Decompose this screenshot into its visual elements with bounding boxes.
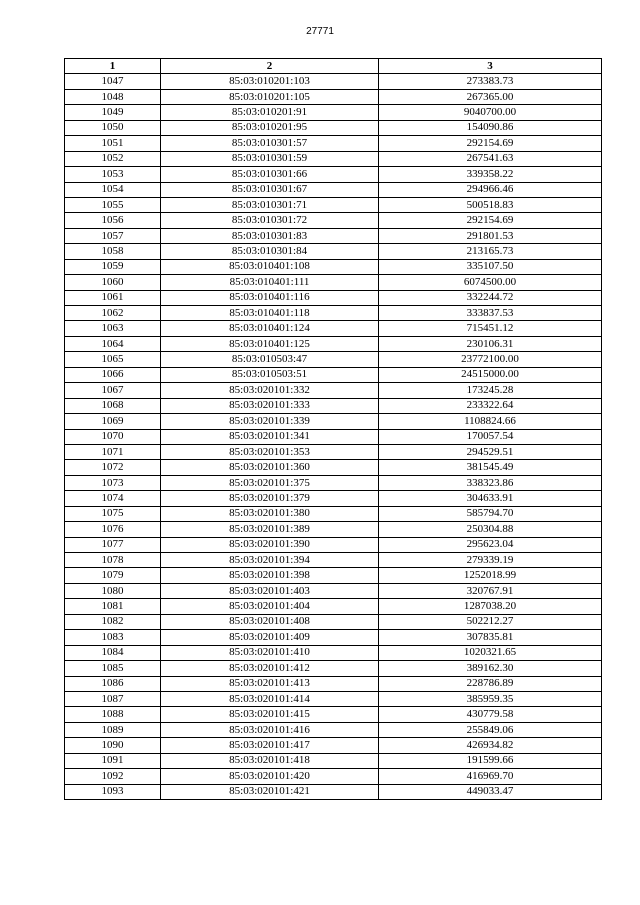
value-cell: 1287038.20 — [379, 599, 602, 614]
row-number-cell: 1084 — [65, 645, 161, 660]
table-row — [65, 614, 602, 629]
cadastral-number-cell: 85:03:020101:380 — [161, 506, 379, 521]
cadastral-number-cell: 85:03:010201:105 — [161, 89, 379, 104]
row-number-cell: 1079 — [65, 568, 161, 583]
row-number-cell: 1068 — [65, 398, 161, 413]
cadastral-number-cell: 85:03:010301:57 — [161, 136, 379, 151]
cadastral-number-cell: 85:03:020101:339 — [161, 414, 379, 429]
row-number-cell: 1074 — [65, 491, 161, 506]
value-cell: 230106.31 — [379, 336, 602, 351]
table-header-row — [65, 59, 602, 74]
table-row — [65, 599, 602, 614]
value-cell: 24515000.00 — [379, 367, 602, 382]
row-number-cell: 1075 — [65, 506, 161, 521]
row-number-cell: 1056 — [65, 213, 161, 228]
value-cell: 294966.46 — [379, 182, 602, 197]
value-cell: 279339.19 — [379, 553, 602, 568]
cadastral-number-cell: 85:03:020101:403 — [161, 583, 379, 598]
cadastral-number-cell: 85:03:010401:111 — [161, 275, 379, 290]
cadastral-number-cell: 85:03:020101:333 — [161, 398, 379, 413]
row-number-cell: 1081 — [65, 599, 161, 614]
table-row — [65, 722, 602, 737]
table-row — [65, 522, 602, 537]
row-number-cell: 1054 — [65, 182, 161, 197]
table-row — [65, 537, 602, 552]
cadastral-number-cell: 85:03:020101:389 — [161, 522, 379, 537]
value-cell: 333837.53 — [379, 306, 602, 321]
table-row — [65, 491, 602, 506]
cadastral-number-cell: 85:03:020101:420 — [161, 769, 379, 784]
row-number-cell: 1066 — [65, 367, 161, 382]
table-row — [65, 753, 602, 768]
table-row — [65, 321, 602, 336]
value-cell: 332244.72 — [379, 290, 602, 305]
value-cell: 426934.82 — [379, 738, 602, 753]
table-row — [65, 74, 602, 89]
row-number-cell: 1061 — [65, 290, 161, 305]
cadastral-value-table — [64, 58, 602, 800]
row-number-cell: 1072 — [65, 460, 161, 475]
value-cell: 267541.63 — [379, 151, 602, 166]
row-number-cell: 1076 — [65, 522, 161, 537]
cadastral-number-cell: 85:03:020101:415 — [161, 707, 379, 722]
table-row — [65, 290, 602, 305]
value-cell: 6074500.00 — [379, 275, 602, 290]
value-cell: 416969.70 — [379, 769, 602, 784]
value-cell: 154090.86 — [379, 120, 602, 135]
value-cell: 9040700.00 — [379, 105, 602, 120]
row-number-cell: 1091 — [65, 753, 161, 768]
table-row — [65, 151, 602, 166]
cadastral-number-cell: 85:03:020101:398 — [161, 568, 379, 583]
row-number-cell: 1047 — [65, 74, 161, 89]
row-number-cell: 1070 — [65, 429, 161, 444]
table-row — [65, 553, 602, 568]
value-cell: 339358.22 — [379, 167, 602, 182]
table-row — [65, 630, 602, 645]
cadastral-number-cell: 85:03:020101:379 — [161, 491, 379, 506]
cadastral-number-cell: 85:03:020101:421 — [161, 784, 379, 799]
value-cell: 389162.30 — [379, 661, 602, 676]
column-header-2: 2 — [161, 59, 379, 74]
cadastral-number-cell: 85:03:020101:341 — [161, 429, 379, 444]
value-cell: 294529.51 — [379, 444, 602, 459]
table-row — [65, 120, 602, 135]
value-cell: 291801.53 — [379, 228, 602, 243]
cadastral-number-cell: 85:03:020101:353 — [161, 444, 379, 459]
row-number-cell: 1051 — [65, 136, 161, 151]
page-number: 27771 — [306, 26, 334, 37]
table-row — [65, 228, 602, 243]
table-row — [65, 691, 602, 706]
value-cell: 173245.28 — [379, 383, 602, 398]
table-row — [65, 661, 602, 676]
value-cell: 335107.50 — [379, 259, 602, 274]
row-number-cell: 1053 — [65, 167, 161, 182]
cadastral-number-cell: 85:03:020101:390 — [161, 537, 379, 552]
row-number-cell: 1093 — [65, 784, 161, 799]
table-row — [65, 383, 602, 398]
row-number-cell: 1063 — [65, 321, 161, 336]
row-number-cell: 1085 — [65, 661, 161, 676]
cadastral-number-cell: 85:03:020101:360 — [161, 460, 379, 475]
column-header-1: 1 — [65, 59, 161, 74]
cadastral-number-cell: 85:03:020101:394 — [161, 553, 379, 568]
row-number-cell: 1064 — [65, 336, 161, 351]
row-number-cell: 1057 — [65, 228, 161, 243]
table-row — [65, 414, 602, 429]
value-cell: 233322.64 — [379, 398, 602, 413]
table-row — [65, 583, 602, 598]
value-cell: 385959.35 — [379, 691, 602, 706]
value-cell: 430779.58 — [379, 707, 602, 722]
cadastral-number-cell: 85:03:010401:108 — [161, 259, 379, 274]
table-row — [65, 167, 602, 182]
cadastral-number-cell: 85:03:020101:410 — [161, 645, 379, 660]
row-number-cell: 1065 — [65, 352, 161, 367]
row-number-cell: 1086 — [65, 676, 161, 691]
value-cell: 170057.54 — [379, 429, 602, 444]
cadastral-number-cell: 85:03:010301:72 — [161, 213, 379, 228]
row-number-cell: 1080 — [65, 583, 161, 598]
table-row — [65, 275, 602, 290]
row-number-cell: 1050 — [65, 120, 161, 135]
value-cell: 449033.47 — [379, 784, 602, 799]
cadastral-number-cell: 85:03:010201:95 — [161, 120, 379, 135]
value-cell: 273383.73 — [379, 74, 602, 89]
row-number-cell: 1055 — [65, 197, 161, 212]
value-cell: 500518.83 — [379, 197, 602, 212]
value-cell: 1108824.66 — [379, 414, 602, 429]
cadastral-number-cell: 85:03:010201:103 — [161, 74, 379, 89]
cadastral-number-cell: 85:03:020101:409 — [161, 630, 379, 645]
row-number-cell: 1069 — [65, 414, 161, 429]
cadastral-number-cell: 85:03:010201:91 — [161, 105, 379, 120]
cadastral-number-cell: 85:03:020101:332 — [161, 383, 379, 398]
row-number-cell: 1071 — [65, 444, 161, 459]
row-number-cell: 1087 — [65, 691, 161, 706]
table-row — [65, 444, 602, 459]
row-number-cell: 1059 — [65, 259, 161, 274]
row-number-cell: 1060 — [65, 275, 161, 290]
row-number-cell: 1062 — [65, 306, 161, 321]
cadastral-number-cell: 85:03:010301:71 — [161, 197, 379, 212]
cadastral-number-cell: 85:03:010503:47 — [161, 352, 379, 367]
cadastral-number-cell: 85:03:020101:417 — [161, 738, 379, 753]
table-row — [65, 475, 602, 490]
cadastral-number-cell: 85:03:010301:84 — [161, 244, 379, 259]
table-row — [65, 336, 602, 351]
cadastral-number-cell: 85:03:020101:404 — [161, 599, 379, 614]
value-cell: 23772100.00 — [379, 352, 602, 367]
table-row — [65, 676, 602, 691]
row-number-cell: 1089 — [65, 722, 161, 737]
table-row — [65, 105, 602, 120]
row-number-cell: 1092 — [65, 769, 161, 784]
cadastral-number-cell: 85:03:020101:418 — [161, 753, 379, 768]
table-body — [65, 74, 602, 800]
cadastral-number-cell: 85:03:020101:413 — [161, 676, 379, 691]
table-row — [65, 367, 602, 382]
column-header-3: 3 — [379, 59, 602, 74]
cadastral-number-cell: 85:03:010301:67 — [161, 182, 379, 197]
value-cell: 250304.88 — [379, 522, 602, 537]
value-cell: 304633.91 — [379, 491, 602, 506]
row-number-cell: 1058 — [65, 244, 161, 259]
value-cell: 320767.91 — [379, 583, 602, 598]
table-row — [65, 197, 602, 212]
row-number-cell: 1082 — [65, 614, 161, 629]
row-number-cell: 1073 — [65, 475, 161, 490]
cadastral-number-cell: 85:03:020101:375 — [161, 475, 379, 490]
cadastral-number-cell: 85:03:010401:118 — [161, 306, 379, 321]
cadastral-number-cell: 85:03:020101:408 — [161, 614, 379, 629]
table-row — [65, 429, 602, 444]
row-number-cell: 1052 — [65, 151, 161, 166]
table-row — [65, 182, 602, 197]
value-cell: 502212.27 — [379, 614, 602, 629]
row-number-cell: 1090 — [65, 738, 161, 753]
cadastral-number-cell: 85:03:010301:83 — [161, 228, 379, 243]
value-cell: 292154.69 — [379, 213, 602, 228]
row-number-cell: 1049 — [65, 105, 161, 120]
value-cell: 1020321.65 — [379, 645, 602, 660]
table-row — [65, 568, 602, 583]
cadastral-number-cell: 85:03:010301:66 — [161, 167, 379, 182]
table-row — [65, 398, 602, 413]
table-row — [65, 352, 602, 367]
table-row — [65, 306, 602, 321]
cadastral-number-cell: 85:03:010401:116 — [161, 290, 379, 305]
value-cell: 381545.49 — [379, 460, 602, 475]
table-header — [65, 59, 602, 74]
value-cell: 715451.12 — [379, 321, 602, 336]
table-row — [65, 645, 602, 660]
cadastral-number-cell: 85:03:010503:51 — [161, 367, 379, 382]
cadastral-number-cell: 85:03:010301:59 — [161, 151, 379, 166]
table-row — [65, 244, 602, 259]
table-row — [65, 738, 602, 753]
value-cell: 307835.81 — [379, 630, 602, 645]
row-number-cell: 1083 — [65, 630, 161, 645]
value-cell: 585794.70 — [379, 506, 602, 521]
row-number-cell: 1088 — [65, 707, 161, 722]
value-cell: 213165.73 — [379, 244, 602, 259]
cadastral-number-cell: 85:03:010401:124 — [161, 321, 379, 336]
cadastral-number-cell: 85:03:020101:412 — [161, 661, 379, 676]
table-row — [65, 707, 602, 722]
table-row — [65, 769, 602, 784]
cadastral-number-cell: 85:03:020101:416 — [161, 722, 379, 737]
value-cell: 338323.86 — [379, 475, 602, 490]
value-cell: 267365.00 — [379, 89, 602, 104]
value-cell: 295623.04 — [379, 537, 602, 552]
table-row — [65, 89, 602, 104]
cadastral-number-cell: 85:03:010401:125 — [161, 336, 379, 351]
row-number-cell: 1078 — [65, 553, 161, 568]
value-cell: 191599.66 — [379, 753, 602, 768]
value-cell: 255849.06 — [379, 722, 602, 737]
row-number-cell: 1048 — [65, 89, 161, 104]
cadastral-number-cell: 85:03:020101:414 — [161, 691, 379, 706]
row-number-cell: 1077 — [65, 537, 161, 552]
table-row — [65, 506, 602, 521]
value-cell: 1252018.99 — [379, 568, 602, 583]
table-row — [65, 259, 602, 274]
value-cell: 228786.89 — [379, 676, 602, 691]
table-row — [65, 784, 602, 799]
table-row — [65, 136, 602, 151]
table-row — [65, 213, 602, 228]
value-cell: 292154.69 — [379, 136, 602, 151]
table-row — [65, 460, 602, 475]
row-number-cell: 1067 — [65, 383, 161, 398]
